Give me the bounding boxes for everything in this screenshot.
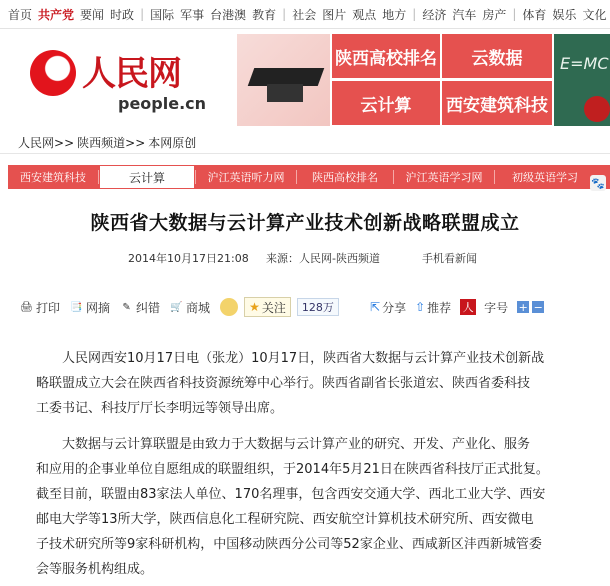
mall-button[interactable] — [170, 299, 210, 316]
article-title: 陕西省大数据与云计算产业技术创新战略联盟成立 — [90, 212, 520, 234]
banner-link-cloud-data[interactable]: 云数据 — [442, 34, 552, 78]
nav-separator: | — [140, 7, 145, 21]
nav-society[interactable]: 社会 — [292, 7, 317, 22]
site-logo[interactable] — [30, 46, 205, 116]
para1-line2: 略联盟成立大会在陕西省科技资源统筹中心举行。陕西省副省长张道宏、陕西省委科技 — [36, 376, 531, 391]
nav-party[interactable]: 共产党 — [38, 7, 75, 22]
nav-sports[interactable]: 体育 — [522, 7, 547, 22]
nav-separator: | — [282, 7, 287, 21]
keyword-tab-strip — [8, 165, 610, 189]
banner-graduation-image — [237, 34, 330, 126]
logo-emblem-icon — [30, 50, 76, 96]
print-button[interactable] — [20, 299, 60, 316]
nav-military[interactable]: 军事 — [180, 7, 205, 22]
banner-chalkboard-image — [554, 34, 610, 126]
article-date: 2014年10月17日21:08 — [128, 252, 249, 265]
logo-text-cn: 人民网 — [82, 54, 181, 94]
breadcrumb-original[interactable]: 本网原创 — [148, 136, 197, 150]
share-icon: ⇱ — [370, 300, 381, 314]
people-logo-icon[interactable]: 人 — [460, 299, 476, 315]
nav-photos[interactable]: 图片 — [322, 7, 347, 22]
nav-education[interactable]: 教育 — [252, 7, 277, 22]
mall-label: 商城 — [186, 300, 211, 315]
nav-ent[interactable]: 娱乐 — [552, 7, 577, 22]
breadcrumb-sep: >> — [54, 136, 75, 150]
para2-line4: 邮电大学等13所大学，陕西信息化工程研究院、西安航空计算机技术研究所、西安微电 — [36, 512, 534, 527]
para1-line1: 人民网西安10月17日电（张龙）10月17日，陕西省大数据与云计算产业技术创新战 — [62, 351, 545, 366]
nav-politics[interactable]: 时政 — [110, 7, 135, 22]
para1-line3: 工委书记、科技厅厅长李明远等领导出席。 — [36, 401, 284, 416]
banner-link-shaanxi-university-ranking[interactable]: 陕西高校排名 — [332, 34, 440, 78]
bookmark-label: 网摘 — [86, 300, 111, 315]
report-error-button[interactable] — [120, 299, 160, 316]
para2-line1: 大数据与云计算联盟是由致力于大数据与云计算产业的研究、开发、产业化、服务 — [62, 437, 531, 452]
para2-line5: 子技术研究所等9家科研机构，中国移动陕西分公司等52家企业、西咸新区沣西新城管委 — [36, 537, 542, 552]
star-icon: ★ — [249, 300, 260, 314]
font-increase-button[interactable]: + — [518, 300, 528, 314]
article-toolbar-right — [370, 296, 547, 318]
follow-button[interactable] — [244, 297, 291, 317]
para2-line3: 截至目前，联盟由83家法人单位、170名理事，包含西安交通大学、西北工业大学、西安 — [36, 487, 546, 502]
tab-hujiang-listening[interactable]: 沪江英语听力网 — [207, 171, 285, 184]
cart-icon: 🛒 — [170, 301, 183, 313]
breadcrumb-sep: >> — [125, 136, 146, 150]
follow-label: 关注 — [261, 300, 286, 315]
nav-home[interactable]: 首页 — [8, 7, 33, 22]
print-label: 打印 — [36, 300, 61, 315]
article-source: 来源：人民网-陕西频道 — [266, 252, 380, 265]
tab-hujiang-learning[interactable]: 沪江英语学习网 — [405, 171, 483, 184]
paw-icon[interactable]: 🐾 — [591, 176, 605, 190]
nav-house[interactable]: 房产 — [482, 7, 507, 22]
nav-news[interactable]: 要闻 — [80, 7, 105, 22]
logo-text-en: people.cn — [118, 94, 207, 113]
follower-count: 128万 — [297, 298, 339, 316]
recommend-icon: ⇧ — [415, 300, 426, 314]
tab-beginner-english[interactable]: 初级英语学习 — [512, 171, 578, 184]
weibo-avatar-icon[interactable] — [220, 298, 238, 316]
tab-xian-architecture[interactable]: 西安建筑科技 — [20, 171, 86, 184]
banner-link-xian-architecture[interactable]: 西安建筑科技 — [442, 81, 552, 125]
chalkboard-formula: E=MC — [560, 54, 609, 73]
breadcrumb-shaanxi[interactable]: 陕西频道 — [77, 136, 126, 150]
bookmark-button[interactable] — [70, 299, 110, 316]
font-decrease-button[interactable]: − — [533, 300, 543, 314]
nav-separator: | — [412, 7, 417, 21]
report-error-label: 纠错 — [136, 300, 161, 315]
share-button[interactable] — [370, 299, 406, 316]
apple-icon — [584, 96, 610, 122]
tab-shaanxi-university-ranking[interactable]: 陕西高校排名 — [312, 171, 378, 184]
para2-line6: 会等服务机构组成。 — [36, 562, 154, 577]
nav-hkmotw[interactable]: 台港澳 — [210, 7, 247, 22]
nav-separator: | — [512, 7, 517, 21]
recommend-label: 推荐 — [427, 300, 452, 315]
tab-cloud-computing[interactable]: 云计算 — [99, 165, 195, 189]
article-toolbar-left — [20, 296, 339, 318]
nav-auto[interactable]: 汽车 — [452, 7, 477, 22]
bookmark-icon: 📑 — [70, 301, 83, 313]
print-icon: 🖨 — [20, 301, 33, 313]
font-size-label: 字号 — [484, 300, 509, 315]
banner-link-cloud-computing[interactable]: 云计算 — [332, 81, 440, 125]
nav-opinion[interactable]: 观点 — [352, 7, 377, 22]
nav-economy[interactable]: 经济 — [422, 7, 447, 22]
nav-intl[interactable]: 国际 — [150, 7, 175, 22]
mobile-news-link[interactable]: 手机看新闻 — [422, 252, 477, 265]
share-label: 分享 — [382, 300, 407, 315]
graduation-cap-base — [267, 84, 303, 102]
breadcrumb — [0, 134, 610, 154]
top-nav — [0, 0, 610, 29]
nav-local[interactable]: 地方 — [382, 7, 407, 22]
recommend-button[interactable] — [415, 299, 451, 316]
para2-line2: 和应用的企事业单位自愿组成的联盟组织，于2014年5月21日在陕西省科技厅正式批复。 — [36, 462, 549, 477]
edit-icon: ✎ — [122, 301, 131, 313]
site-header — [0, 34, 610, 126]
nav-culture[interactable]: 文化 — [582, 7, 607, 22]
breadcrumb-home[interactable]: 人民网 — [18, 136, 55, 150]
